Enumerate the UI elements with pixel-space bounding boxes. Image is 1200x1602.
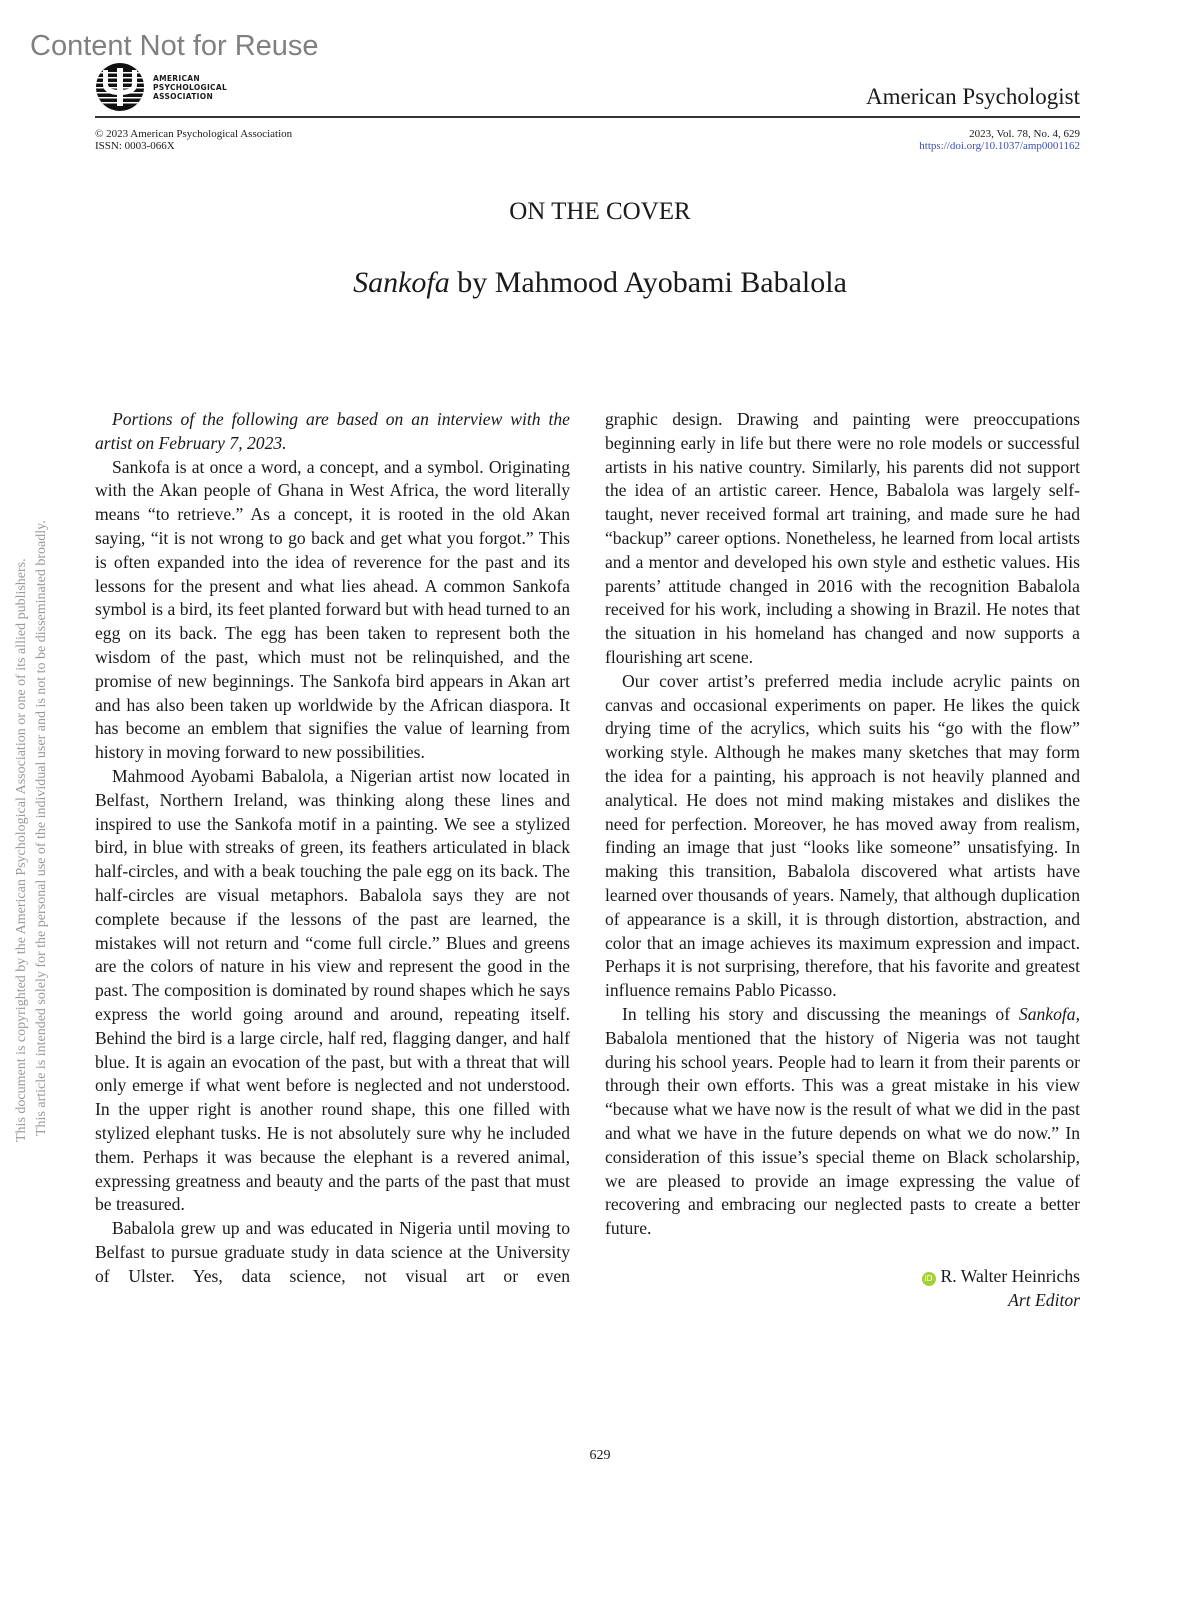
logo-line: PSYCHOLOGICAL [153,82,228,92]
author-role: Art Editor [1008,1289,1080,1310]
usage-notice: This article is intended solely for the personal use of the individual user and is not to be disseminated broadly. [34,520,49,1136]
journal-meta [919,128,1080,152]
article-title [0,266,1200,300]
paragraph: Sankofa is at once a word, a concept, and a symbol. Originating with the Akan people of Ghana in West Africa, the word literally means “to retrieve.” As a concept, it is rooted in the old Akan saying, “it is not wrong to go back and get what you forgot.” This is often expanded into the idea of reverence for the past and its lessons for the present and what lies ahead. A common Sankofa symbol is a bird, its feet planted forward but with head turned to an egg on its back. The egg has been taken to represent both the wisdom of the past, which must not be relinquished, and the promise of new beginnings. The Sankofa bird appears in Akan art and has also been taken up worldwide by the African diaspora. It has become an emblem that signifies the value of learning from history in moving forward to new possibilities. [95,456,570,763]
title-italic: Sankofa [353,266,450,299]
paragraph: Mahmood Ayobami Babalola, a Nigerian artist now located in Belfast, Northern Ireland, was thinking along these lines and inspired to use the Sankofa motif in a painting. We see a stylized bird, in blue with streaks of green, its feathers articulated in black half-circles, and with a beak touching the pale egg on its back. The half-circles are visual metaphors. Babalola says they are not complete because if the lessons of the past are learned, the mistakes will not return and “come full circle.” Blues and greens are the colors of nature in his view and represent the good in the past. The composition is dominated by round shapes which he says express the world going around and around, repeating itself. Behind the bird is a large circle, half red, flagging danger, and half blue. It is again an evocation of the past, but with a threat that will only emerge if what went before is neglected and not understood. In the upper right is another round shape, this one filled with stylized elephant tusks. He is not absolutely sure why he included them. Perhaps it was because the elephant is a revered animal, expressing greatness and beauty and the parts of the past that must be treasured. [95,765,570,1215]
apa-logo [95,62,227,112]
right-column [605,408,1080,1312]
paragraph-text: , Babalola mentioned that the history of Nigeria was not taught during his school years. People had to learn it from their parents or through their own efforts. This was a great mistake in his view “because what we have now is the result of what we did in the past and what we have in the future depends on what we do now.” In consideration of this issue’s special theme on Black scholarship, we are pleased to provide an image expressing the value of recovering and embracing our neglected pasts to create a better future. [605,1003,1080,1239]
logo-line: ASSOCIATION [153,91,214,101]
psi-logo-icon [95,62,145,112]
section-heading: ON THE COVER [509,198,691,225]
intro-note-text: Portions of the following are based on an interview with the artist on February 7, 2023. [95,409,570,453]
logo-line: AMERICAN [153,73,200,83]
signature [605,1265,1080,1313]
orcid-icon[interactable]: iD [922,1272,936,1286]
title-rest: by Mahmood Ayobami Babalola [449,266,847,299]
issn: ISSN: 0003-066X [95,140,175,152]
paragraph-italic: Sankofa [1018,1003,1076,1024]
paragraph: Our cover artist’s preferred media include acrylic paints on canvas and occasional experiments on paper. He likes the quick drying time of the acrylics, which suits his “go with the flow” working style. Although he makes many sketches that may form the idea for a painting, his approach is not heavily planned and analytical. He does not mind making mistakes and dislikes the need for perfection. Moreover, he has moved away from realism, finding an image that just “looks like someone” unsatisfying. In making this transition, Babalola discovered what artists have learned over thousands of years. Namely, that although duplication of appearance is a skill, it is through distortion, abstraction, and color that an image achieves its maximum expression and impact. Perhaps it is not surprising, therefore, that his favorite and greatest influence remains Pablo Picasso. [605,670,1080,1001]
citation: 2023, Vol. 78, No. 4, 629 [969,128,1080,140]
doi-link[interactable]: https://doi.org/10.1037/amp0001162 [919,140,1080,152]
page-number: 629 [589,1448,611,1463]
author-name: R. Walter Heinrichs [940,1265,1080,1286]
paragraph: Babalola grew up and was educated in Nigeria until moving to Belfast to pursue graduate study in data science at the University of Ulster. Yes, data science, not visual art or even [95,1218,570,1286]
left-column [95,408,570,1288]
copyright: © 2023 American Psychological Association [95,128,293,140]
paragraph: graphic design. Drawing and painting were preoccupations beginning early in life but there were no role models or successful artists in his native country. Similarly, his parents did not support the idea of an artistic career. Hence, Babalola was largely self-taught, never received formal art training, and made sure he had “backup” career options. Nonetheless, he learned from local artists and a mentor and developed his own style and esthetic values. His parents’ attitude changed in 2016 with the recognition Babalola received for his work, including a showing in Brazil. He notes that the situation in his homeland has changed and now supports a flourishing art scene. [605,409,1080,667]
paragraph-text: In telling his story and discussing the meanings of [622,1003,1019,1024]
copyright-notice: This document is copyrighted by the American Psychological Association or one of its allied publishers. [14,558,29,1142]
header-rule [95,116,1080,118]
paragraph [605,1003,1080,1241]
watermark-text: Content Not for Reuse [30,30,319,62]
intro-note [95,408,570,456]
journal-name: American Psychologist [866,84,1080,109]
publisher-meta [95,128,292,152]
